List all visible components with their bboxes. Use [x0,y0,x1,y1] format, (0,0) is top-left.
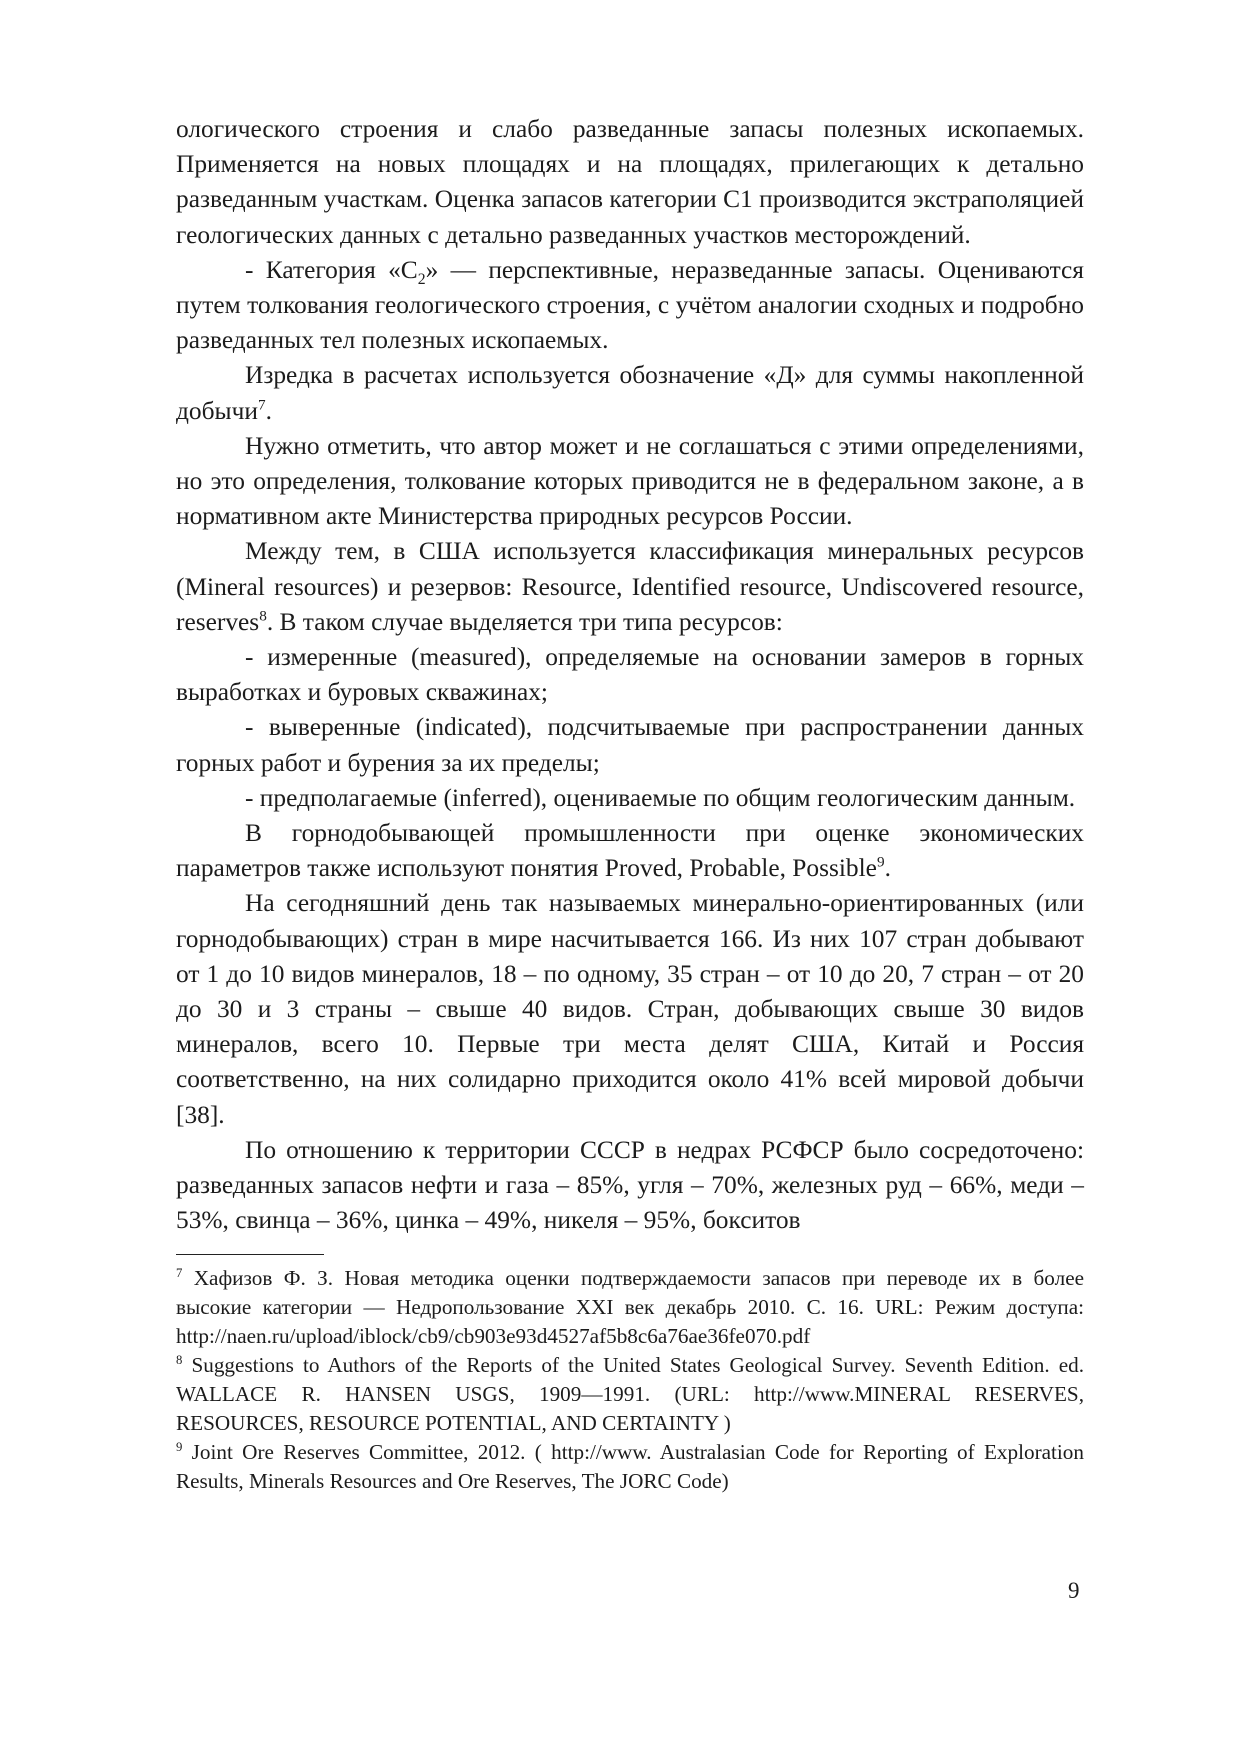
footnotes [176,1264,1084,1496]
footnote-divider [176,1254,324,1255]
body-text [176,112,1084,1239]
page-number: 9 [1068,1578,1080,1603]
footnote-8: $^8$ Suggestions to Authors of the Reports of the United States Geological Survey. Seventh Edition. ed. WALLACE R. HANSEN USGS, 1909—1991. (URL: http://www.MINERAL RESERVES, RESOURCES, RESOURCE POTENTIAL, AND CERTAINTY ) [176,1352,1084,1435]
paragraph-1: ологического строения и слабо разведанные запасы полезных ископаемых. Применяется на новых площадях и на площадях, прилегающих к детально разведанным участкам. Оценка запасов категории С1 производится экстраполяцией геологических данных с детально разведанных участков месторождений. [176,115,1084,249]
footnote-9: $^9$ Joint Ore Reserves Committee, 2012. ( http://www. Australasian Code for Reporting of Exploration Results, Minerals Resources and Ore Reserves, The JORC Code) [176,1439,1084,1493]
footnote-ref-9[interactable]: 9 [876,853,885,871]
footnote-ref-8[interactable]: 8 [259,607,267,625]
footnote-ref-7[interactable]: 7 [257,396,266,414]
paragraph-3: Изредка в расчетах используется обозначение «Д» для суммы накопленной добычи$^7$. [176,361,1084,425]
footnote-7: $^7$ Хафизов Ф. З. Новая методика оценки подтверждаемости запасов при переводе их в более высокие категории — Недропользование XXI век декабрь 2010. С. 16. URL: Режим доступа: http://naen.ru/upload/iblock/cb9/cb903e93d4527af5b8c6a76ae36fe070.pdf [176,1265,1084,1348]
paragraph-7: На сегодняшний день так называемых минерально-ориентированных (или горнодобывающих) стран в мире насчитывается 166. Из них 107 стран добывают от 1 до 10 видов минералов, 18 – по одному, 35 стран – от 10 до 20, 7 стран – от 20 до 30 и 3 страны – свыше 40 видов. Стран, добывающих свыше 30 видов минералов, всего 10. Первые три места делят США, Китай и Россия соответственно, на них солидарно приходится около 41% всей мировой добычи [38]. [176,889,1084,1129]
list-item-inferred: - предполагаемые (inferred), оцениваемые по общим геологическим данным. [245,783,1076,812]
paragraph-6: В горнодобывающей промышленности при оценке экономических параметров также используют понятия Proved, Probable, Possible$^9$. [176,819,1084,883]
page [176,112,1084,1496]
paragraph-8: По отношению к территории СССР в недрах РСФСР было сосредоточено: разведанных запасов нефти и газа – 85%, угля – 70%, железных руд – 66%, меди – 53%, свинца – 36%, цинка – 49%, никеля – 95%, бокситов [176,1135,1084,1235]
list-item-measured: - измеренные (measured), определяемые на основании замеров в горных выработках и буровых скважинах; [176,643,1084,707]
paragraph-2: - Категория «$С_2$» — перспективные, неразведанные запасы. Оцениваются путем толкования геологического строения, с учётом аналогии сходных и подробно разведанных тел полезных ископаемых. [176,255,1084,355]
list-item-indicated: - выверенные (indicated), подсчитываемые при распространении данных горных работ и бурения за их пределы; [176,713,1084,777]
paragraph-4: Нужно отметить, что автор может и не соглашаться с этими определениями, но это определения, толкование которых приводится не в федеральном законе, а в нормативном акте Министерства природных ресурсов России. [176,431,1084,531]
paragraph-5: Между тем, в США используется классификация минеральных ресурсов (Mineral resources) и резервов: Resource, Identified resource, Undiscovered resource, reserves$^8$. В таком случае выделяется три типа ресурсов: [176,537,1084,636]
